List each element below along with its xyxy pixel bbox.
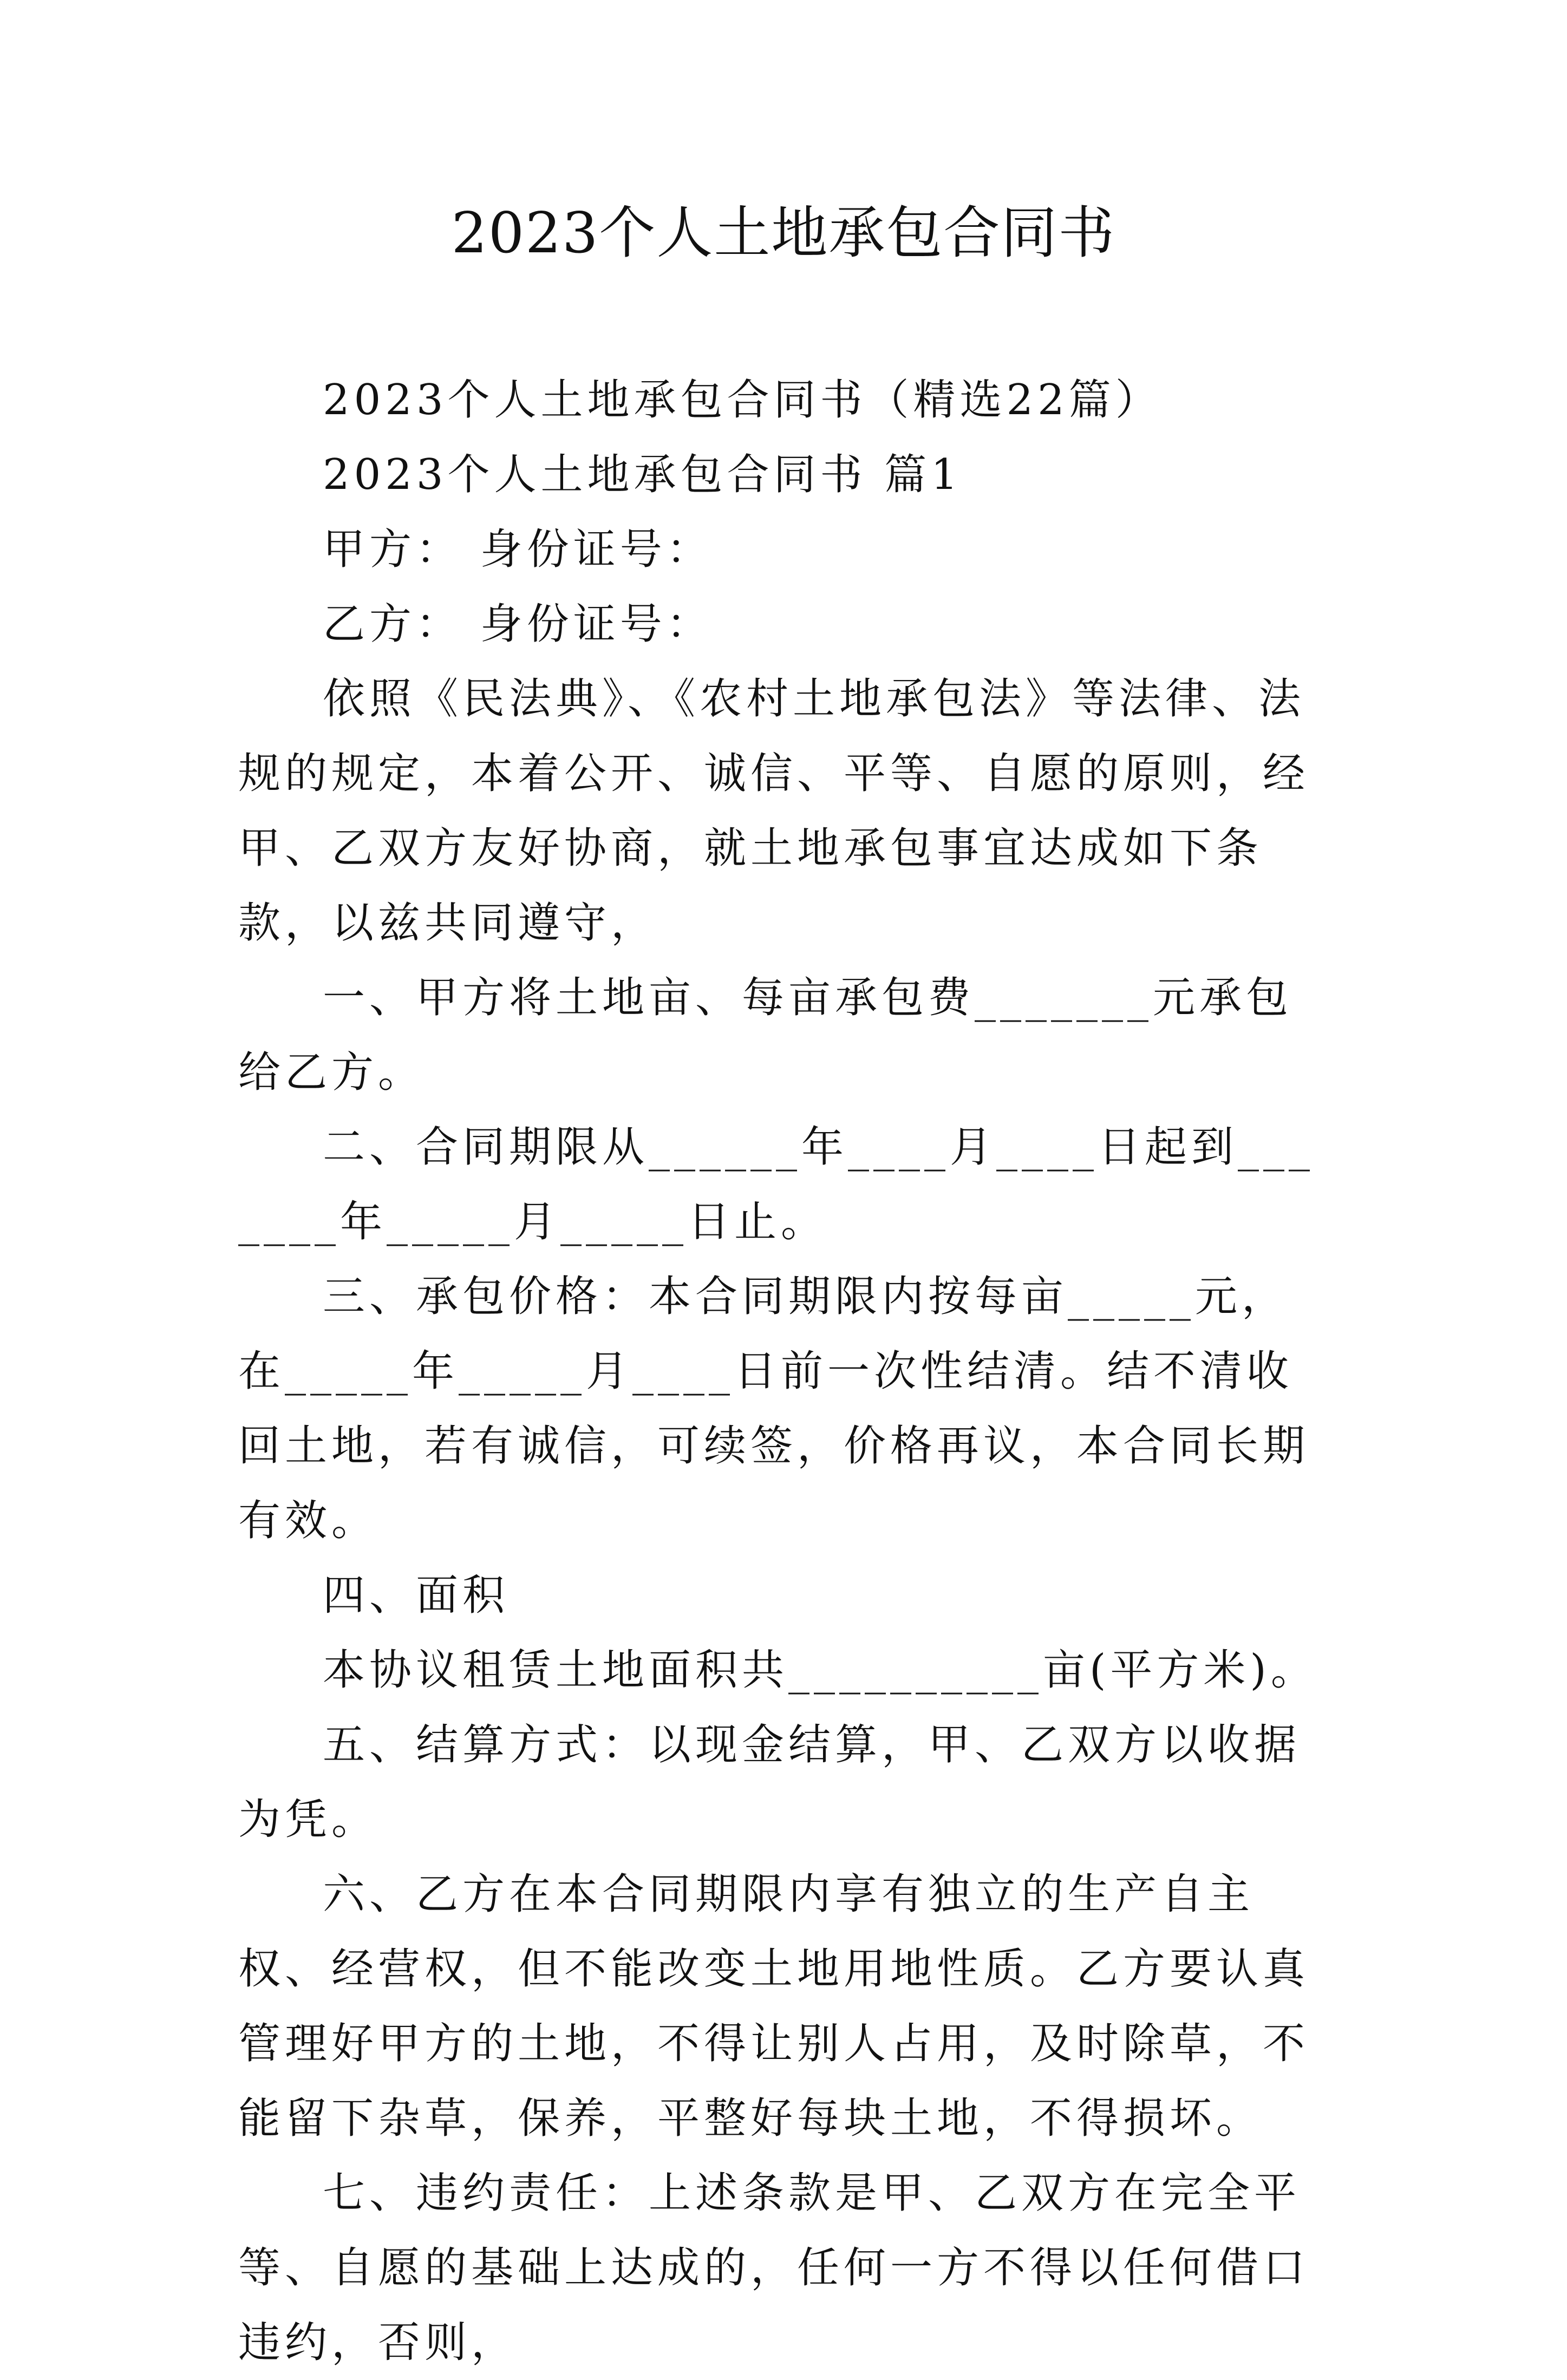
preamble-paragraph: 依照《民法典》、《农村土地承包法》等法律、法规的规定，本着公开、诚信、平等、自愿的原则，经甲、乙双方友好协商，就土地承包事宜达成如下条款，以兹共同遵守， <box>238 675 1310 947</box>
party-a-line: 甲方： 身份证号： <box>323 525 713 574</box>
document-title: 2023个人土地承包合同书 <box>451 200 1116 266</box>
clause-6: 六、乙方在本合同期限内享有独立的生产自主权、经营权，但不能改变土地用地性质。乙方要认真管理好甲方的土地，不得让别人占用，及时除草，不能留下杂草，保养，平整好每块土地，不得损坏。 <box>238 1870 1310 2143</box>
clause-7: 七、违约责任：上述条款是甲、乙双方在完全平等、自愿的基础上达成的，任何一方不得以任何借口违约，否则， <box>238 2169 1310 2367</box>
clause-4-area: 本协议租赁土地面积共__________亩(平方米)。 <box>323 1646 1317 1695</box>
party-b-line: 乙方： 身份证号： <box>323 600 713 649</box>
clause-5: 五、结算方式：以现金结算，甲、乙双方以收据为凭。 <box>238 1721 1301 1844</box>
document-body <box>238 363 1332 2380</box>
subtitle-line: 2023个人土地承包合同书（精选22篇） <box>323 376 1162 424</box>
section-heading: 2023个人土地承包合同书 篇1 <box>323 450 962 499</box>
clause-2: 二、合同期限从______年____月____日起到_______年_____月_____日止。 <box>238 1123 1315 1246</box>
clause-1: 一、甲方将土地亩、每亩承包费_______元承包给乙方。 <box>238 973 1293 1097</box>
clause-3: 三、承包价格：本合同期限内按每亩_____元，在_____年_____月____日前一次性结清。结不清收回土地，若有诚信，可续签，价格再议，本合同长期有效。 <box>238 1272 1310 1545</box>
clause-4-heading: 四、面积 <box>323 1571 510 1620</box>
